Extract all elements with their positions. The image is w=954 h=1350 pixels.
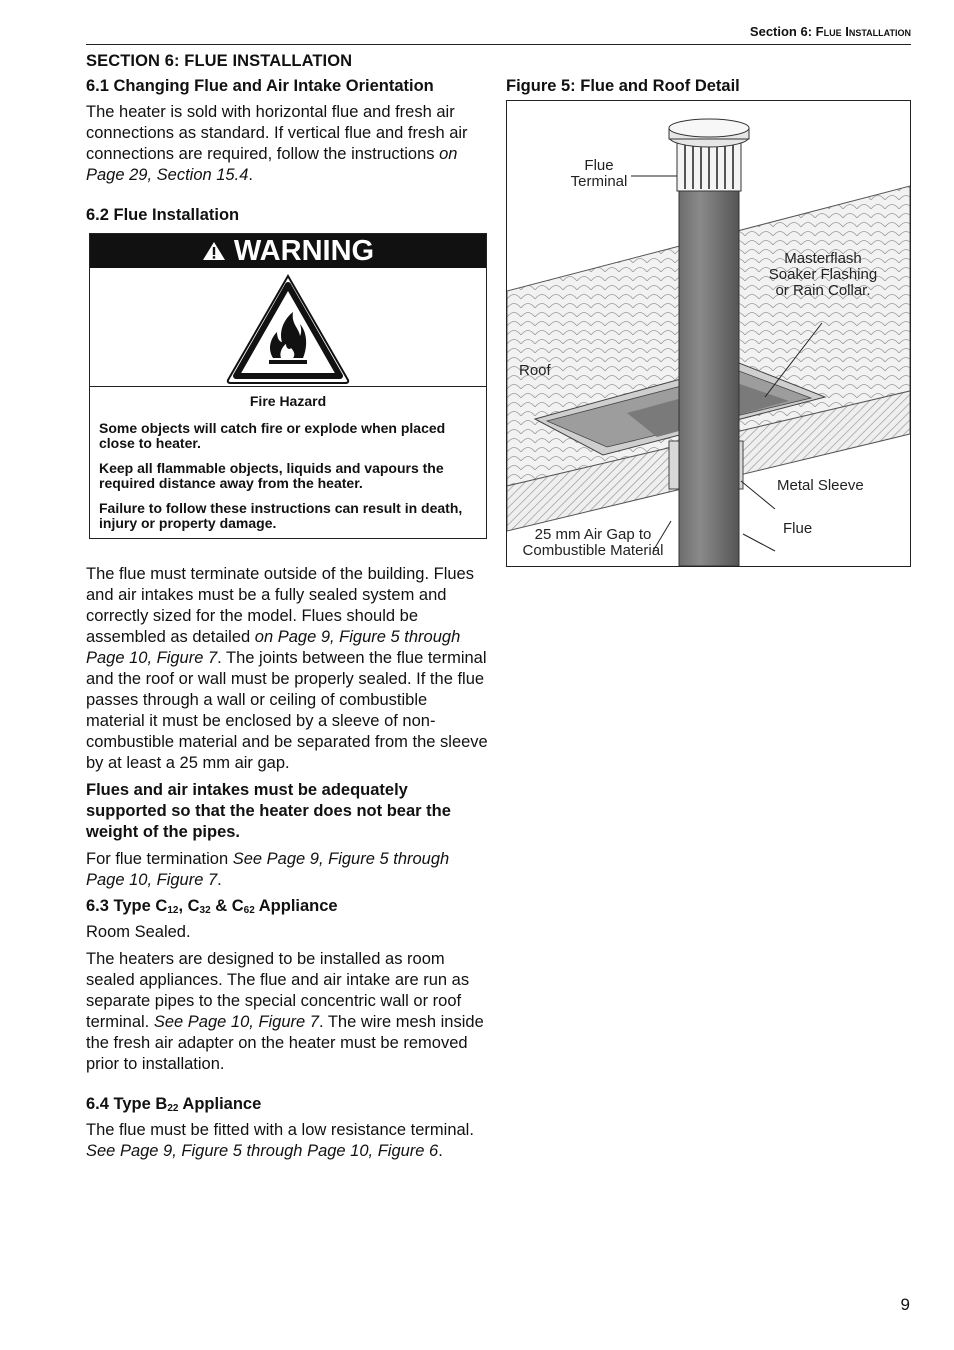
para-6-2-bold: Flues and air intakes must be adequately supported so that the heater does not bear the weight of the pipes.	[86, 781, 451, 841]
warning-banner	[90, 234, 486, 268]
para-6-4: The flue must be fitted with a low resistance terminal. See Page 9, Figure 5 through Page 10, Figure 6.	[86, 1121, 474, 1160]
left-column	[86, 52, 489, 1168]
heading-6-1: 6.1 Changing Flue and Air Intake Orientation	[86, 77, 434, 95]
header-title: Flue Installation	[815, 24, 911, 39]
running-header	[0, 24, 911, 39]
label-air-gap: 25 mm Air Gap to Combustible Material	[522, 526, 664, 559]
label-roof: Roof	[519, 362, 551, 379]
para-6-1: The heater is sold with horizontal flue and fresh air connections as standard. If vertical flue and fresh air connections are required, follow the instructions on Page 29, Section 15.4.	[86, 103, 468, 184]
para-6-3-room-sealed: Room Sealed.	[86, 923, 191, 941]
heading-6-2: 6.2 Flue Installation	[86, 206, 240, 224]
warning-triangle-icon	[202, 235, 226, 269]
warning-line: Some objects will catch fire or explode when placed close to heater.	[99, 420, 446, 451]
heading-6-4: 6.4 Type $B_{22}$ Appliance	[86, 1095, 262, 1114]
header-rule	[86, 44, 911, 45]
label-masterflash: Masterflash Soaker Flashing or Rain Collar.	[768, 250, 878, 299]
figure-flue-roof-detail	[506, 100, 911, 567]
para-6-2: The flue must terminate outside of the building. Flues and air intakes must be a fully sealed system and correctly sized for the model. Flues should be assembled as detailed on Page 9, Figure 5 through Page 10, Figure 7. The joints between the flue terminal and the roof or wall must be properly sealed. If the flue passes through a wall or ceiling of combustible material it must be enclosed by a sleeve of non-combustible material and be separated from the sleeve by at least a 25 mm air gap.	[86, 565, 488, 772]
label-metal-sleeve: Metal Sleeve	[777, 477, 864, 494]
label-flue-terminal: Flue Terminal	[570, 157, 628, 190]
warning-title: WARNING	[233, 235, 375, 267]
label-flue: Flue	[783, 520, 813, 537]
hazard-title: Fire Hazard	[249, 393, 327, 409]
right-column	[506, 77, 911, 567]
warning-line: Failure to follow these instructions can result in death, injury or property damage.	[99, 500, 463, 531]
heading-6-3: 6.3 Type $C_{12}$, $C_{32}$ & $C_{62}$ Appliance	[86, 897, 338, 916]
para-6-3: The heaters are designed to be installed as room sealed appliances. The flue and air intake are run as separate pipes to the special concentric wall or roof terminal. See Page 10, Figure 7. The wire mesh inside the fresh air adapter on the heater must be removed prior to installation.	[86, 950, 484, 1073]
para-6-2-termination: For flue termination See Page 9, Figure 5 through Page 10, Figure 7.	[86, 850, 450, 889]
warning-body	[90, 387, 486, 538]
header-prefix: Section 6:	[749, 24, 816, 39]
page-number: 9	[900, 1295, 910, 1314]
warning-box	[89, 233, 487, 539]
section-heading: SECTION 6: FLUE INSTALLATION	[86, 52, 353, 70]
figure-title: Figure 5: Flue and Roof Detail	[506, 77, 740, 95]
warning-line: Keep all flammable objects, liquids and vapours the required distance away from the heater.	[99, 460, 444, 491]
fire-hazard-icon	[90, 268, 486, 387]
